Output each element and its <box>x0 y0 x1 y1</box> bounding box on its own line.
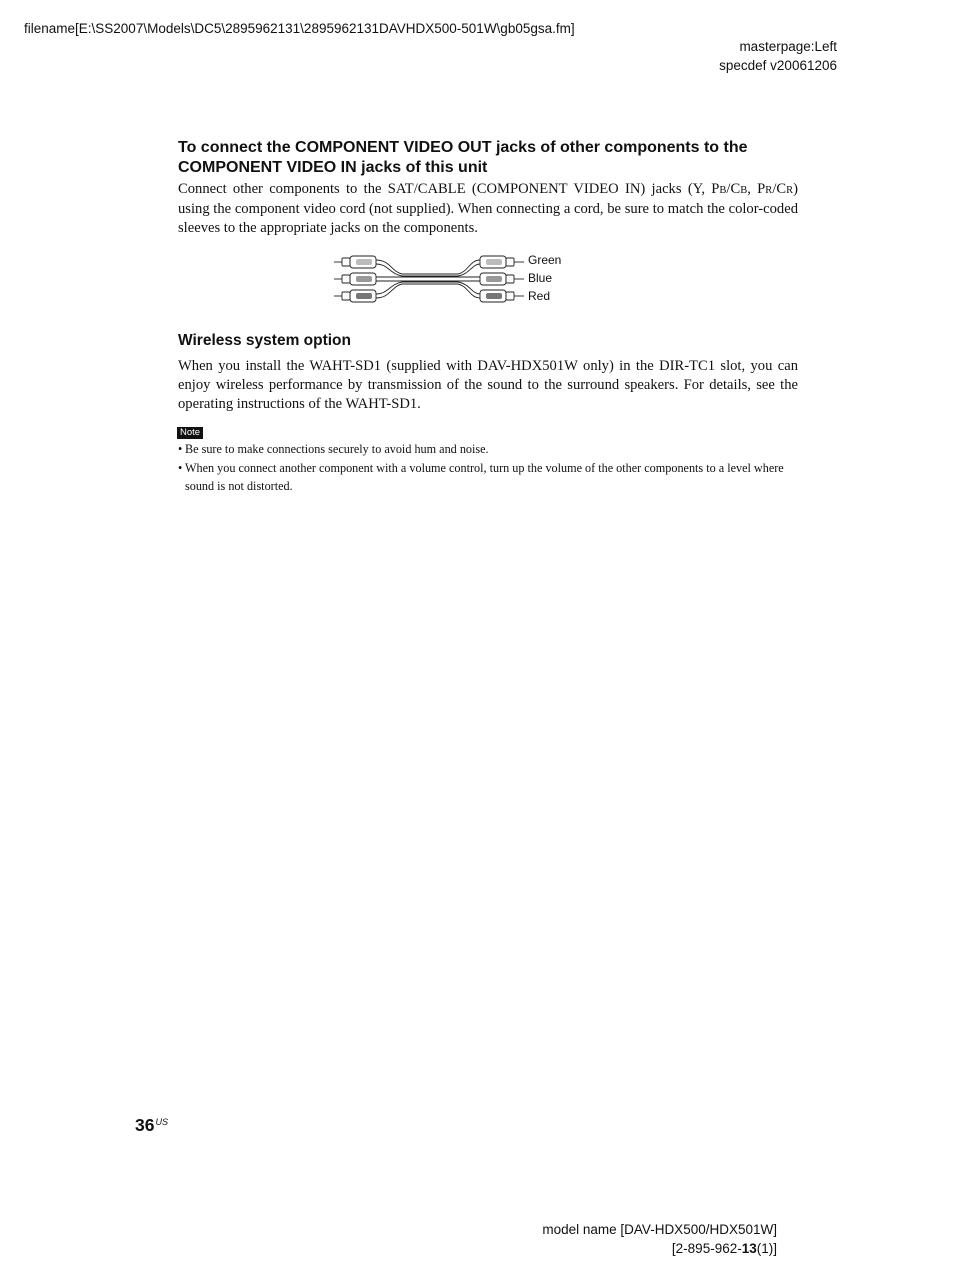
model-code-suffix: (1)] <box>756 1241 777 1256</box>
right-plug-middle <box>480 273 524 285</box>
section-heading-component-video: To connect the COMPONENT VIDEO OUT jacks of other components to the COMPONENT VIDEO IN jacks of this unit <box>178 139 748 176</box>
intro-sep-2: , P <box>747 181 766 197</box>
model-code-bold: 13 <box>741 1241 757 1256</box>
masterpage-info <box>719 37 837 75</box>
model-code-prefix: [2-895-962- <box>671 1241 742 1256</box>
specdef-label: specdef v20061206 <box>719 58 837 73</box>
left-plug-bottom <box>334 290 376 302</box>
model-footer <box>542 1220 777 1258</box>
filename-header: filename[E:\SS2007\Models\DC5\2895962131\2895962131DAVHDX500-501W\gb05gsa.fm] <box>24 21 575 36</box>
left-plug-middle <box>334 273 376 285</box>
intro-sep-1: /C <box>726 181 741 197</box>
note-list <box>178 441 798 497</box>
intro-text-a: Connect other components to the SAT/CABLE (COMPONENT VIDEO IN) jacks (Y, P <box>178 181 720 197</box>
component-video-cord-illustration <box>330 252 530 308</box>
pb-subscript: B <box>719 185 727 196</box>
left-plug-top <box>334 256 376 268</box>
cable-label-green: Green <box>528 253 562 267</box>
masterpage-label: masterpage:Left <box>739 39 837 54</box>
note-item: • When you connect another component with a volume control, turn up the volume of the other components to a level where sound is not distorted. <box>178 460 798 495</box>
page-number <box>135 1115 167 1136</box>
intro-text-b: ) using the component video cord (not supplied). When connecting a cord, be sure to match the color-coded sleeves to the appropriate jacks on the components. <box>178 181 798 236</box>
section-heading-wireless: Wireless system option <box>178 332 351 349</box>
note-item: • Be sure to make connections securely to avoid hum and noise. <box>178 441 798 459</box>
model-name: model name [DAV-HDX500/HDX501W] <box>542 1222 777 1237</box>
page-number-suffix: US <box>155 1117 168 1127</box>
right-plug-top <box>480 256 524 268</box>
cb-subscript: B <box>740 185 748 196</box>
right-plug-bottom <box>480 290 524 302</box>
cable-label-red: Red <box>528 289 551 303</box>
intro-paragraph <box>178 180 798 238</box>
wireless-paragraph: When you install the WAHT-SD1 (supplied with DAV-HDX501W only) in the DIR-TC1 slot, you can enjoy wireless performance by transmission of the sound to the surround speakers. For details, see the operating instructions of the WAHT-SD1. <box>178 358 798 412</box>
pr-subscript: R <box>765 185 773 196</box>
cr-subscript: R <box>786 185 794 196</box>
page-number-value: 36 <box>135 1115 155 1135</box>
model-code <box>542 1239 777 1258</box>
cable-label-blue: Blue <box>528 271 553 285</box>
intro-sep-3: /C <box>772 181 787 197</box>
note-badge: Note <box>177 427 203 439</box>
